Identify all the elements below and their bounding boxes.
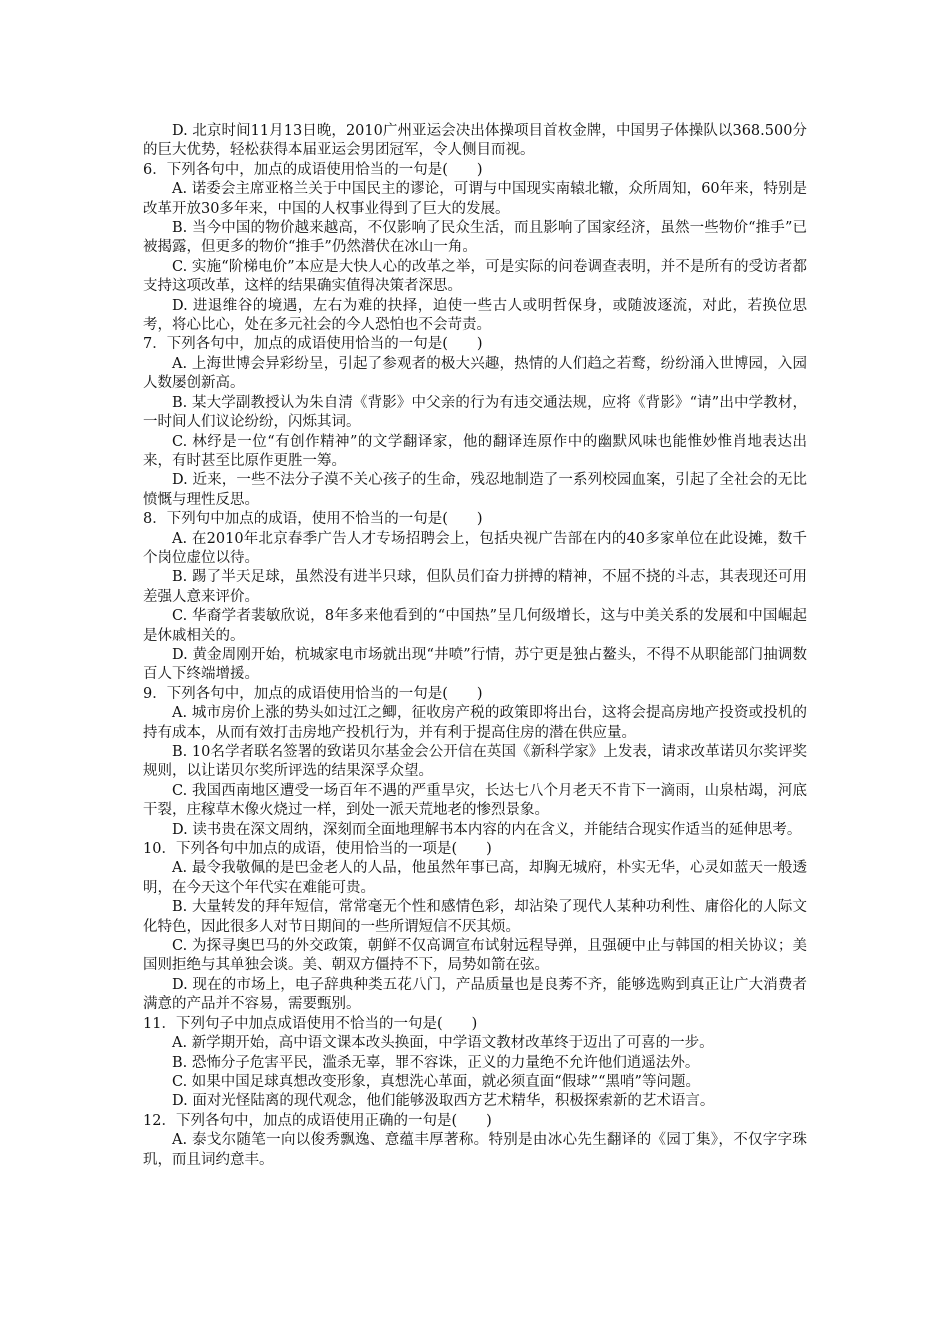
option-text: C. 如果中国足球真想改变形象，真想洗心革面，就必须直面“假球”“黑哨”等问题。 xyxy=(172,1073,700,1090)
option-text: A. 诺委会主席亚格兰关于中国民主的谬论，可谓与中国现实南辕北辙，众所周知，60年来，特别是改革开放30多年来，中国的人权事业得到了巨大的发展。 xyxy=(143,181,807,217)
option-text: B. 踢了半天足球，虽然没有进半只球，但队员们奋力拼搏的精神，不屈不挠的斗志，其表现还可用差强人意来评价。 xyxy=(143,569,807,605)
option-text: D. 面对光怪陆离的现代观念，他们能够汲取西方艺术精华，积极探索新的艺术语言。 xyxy=(172,1093,715,1110)
option-text: B. 10名学者联名签署的致诺贝尔基金会公开信在英国《新科学家》上发表，请求改革诺贝尔奖评奖规则，以让诺贝尔奖所评选的结果深孚众望。 xyxy=(143,744,807,780)
option-text: B. 某大学副教授认为朱自清《背影》中父亲的行为有违交通法规，应将《背影》“请”出中学教材，一时间人们议论纷纷，闪烁其词。 xyxy=(143,394,807,431)
option-text: D. 读书贵在深文周纳，深刻而全面地理解书本内容的内在含义，并能结合现实作适当的延伸思考。 xyxy=(172,821,802,838)
option-text: D. 进退维谷的境遇，左右为难的抉择，迫使一些古人或明哲保身，或随波逐流，对此，若换位思考，将心比心，处在多元社会的今人恐怕也不会苛责。 xyxy=(143,297,807,334)
option-text: B. 恐怖分子危害平民，滥杀无辜，罪不容诛，正义的力量绝不允许他们逍遥法外。 xyxy=(172,1054,700,1071)
option-text: A. 在2010年北京春季广告人才专场招聘会上，包括央视广告部在内的40多家单位在此设摊，数千个岗位虚位以待。 xyxy=(143,530,807,566)
option-text: C. 林纾是一位“有创作精神”的文学翻译家，他的翻译连原作中的幽默风味也能惟妙惟肖地表达出来，有时甚至比原作更胜一筹。 xyxy=(143,433,807,469)
option-text: C. 我国西南地区遭受一场百年不遇的严重旱灾，长达七八个月老天不肯下一滴雨，山泉枯竭，河底干裂，庄稼草木像火烧过一样，到处一派天荒地老的惨烈景象。 xyxy=(143,782,807,819)
document-page xyxy=(143,122,807,1170)
option-text: A. 泰戈尔随笔一向以俊秀飘逸、意蕴丰厚著称。特别是由冰心先生翻译的《园丁集》，不仅字字珠玑，而且词约意丰。 xyxy=(143,1132,807,1168)
option-text: A. 城市房价上涨的势头如过江之鲫，征收房产税的政策即将出台，这将会提高房地产投资或投机的持有成本，从而有效打击房地产投机行为，并有利于提高住房的潜在供应量。 xyxy=(143,705,807,741)
question-stem: 9．下列各句中，加点的成语使用恰当的一句是( ) xyxy=(143,685,483,702)
option-text: D. 现在的市场上，电子辞典种类五花八门，产品质量也是良莠不齐，能够选购到真正让广大消费者满意的产品并不容易，需要甄别。 xyxy=(143,976,807,1013)
option-text: B. 大量转发的拜年短信，常常毫无个性和感情色彩，却沾染了现代人某种功利性、庸俗化的人际文化特色，因此很多人对节日期间的一些所谓短信不厌其烦。 xyxy=(143,899,807,935)
question-stem: 10．下列各句中加点的成语，使用恰当的一项是( ) xyxy=(143,841,492,858)
question-stem: 7．下列各句中，加点的成语使用恰当的一句是( ) xyxy=(143,336,483,353)
question-stem: 12．下列各句中，加点的成语使用正确的一句是( ) xyxy=(143,1112,492,1129)
question-stem: 6．下列各句中，加点的成语使用恰当的一句是( ) xyxy=(143,161,483,178)
option-text: C. 为探寻奥巴马的外交政策，朝鲜不仅高调宣布试射远程导弹，且强硬中止与韩国的相关协议；美国则拒绝与其单独会谈。美、朝双方僵持不下，局势如箭在弦。 xyxy=(143,938,807,974)
option-text: B. 当今中国的物价越来越高，不仅影响了民众生活，而且影响了国家经济，虽然一些物价“推手”已被揭露，但更多的物价“推手”仍然潜伏在冰山一角。 xyxy=(143,220,807,256)
question-stem: 11．下列句子中加点成语使用不恰当的一句是( ) xyxy=(143,1015,478,1032)
option-text: D. 北京时间11月13日晚，2010广州亚运会决出体操项目首枚金牌，中国男子体操队以368.500分的巨大优势，轻松获得本届亚运会男团冠军，令人侧目而视。 xyxy=(143,123,807,159)
option-text: A. 最令我敬佩的是巴金老人的人品，他虽然年事已高，却胸无城府，朴实无华，心灵如蓝天一般透明，在今天这个年代实在难能可贵。 xyxy=(143,860,807,896)
option-text: A. 新学期开始，高中语文课本改头换面，中学语文教材改革终于迈出了可喜的一步。 xyxy=(172,1035,714,1052)
question-stem: 8．下列句中加点的成语，使用不恰当的一句是( ) xyxy=(143,511,483,528)
option-text: C. 实施“阶梯电价”本应是大快人心的改革之举，可是实际的问卷调查表明，并不是所有的受访者都支持这项改革，这样的结果确实值得决策者深思。 xyxy=(143,258,807,295)
option-text: C. 华裔学者裴敏欣说，8年多来他看到的“中国热”呈几何级增长，这与中美关系的发展和中国崛起是休戚相关的。 xyxy=(143,608,807,644)
option-text: D. 近来，一些不法分子漠不关心孩子的生命，残忍地制造了一系列校园血案，引起了全社会的无比愤慨与理性反思。 xyxy=(143,472,807,508)
option-text: D. 黄金周刚开始，杭城家电市场就出现“井喷”行情，苏宁更是独占鳌头，不得不从职能部门抽调数百人下终端增援。 xyxy=(143,646,807,683)
option-text: A. 上海世博会异彩纷呈，引起了参观者的极大兴趣，热情的人们趋之若鹜，纷纷涌入世博园，入园人数屡创新高。 xyxy=(143,355,807,392)
